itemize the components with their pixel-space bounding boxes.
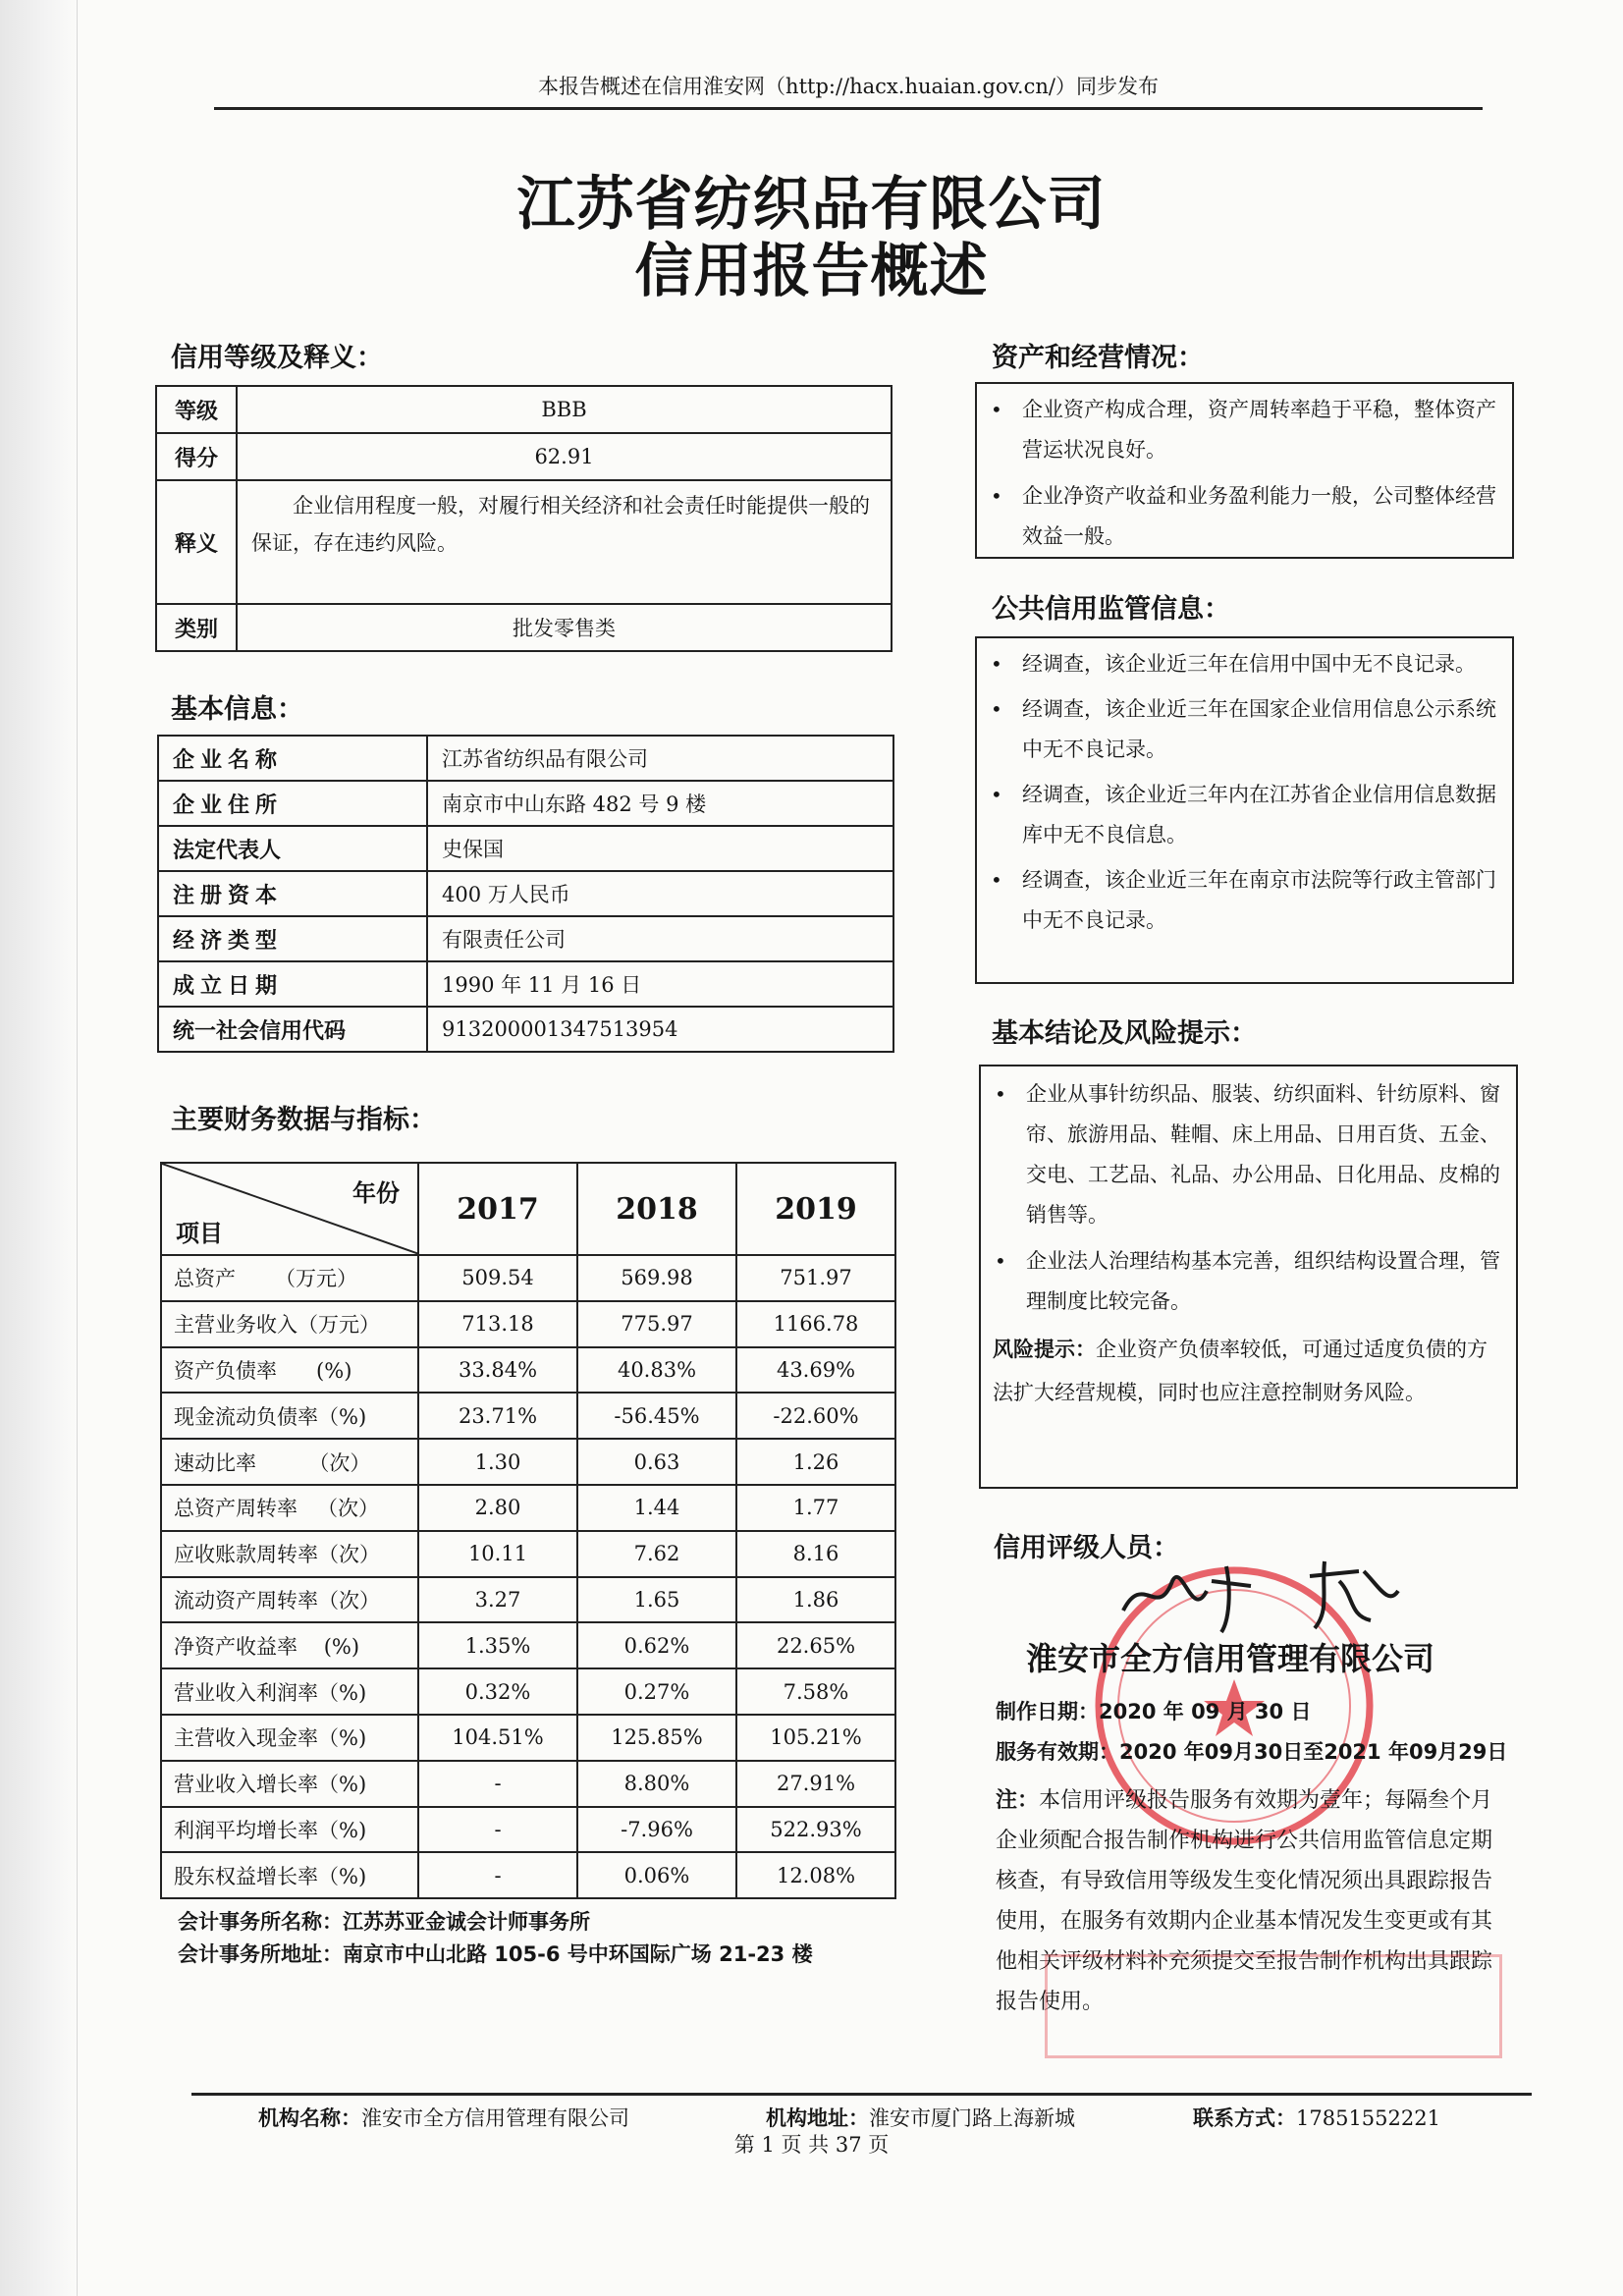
finance-item-label: 总资产周转率 （次） [161,1485,418,1531]
note-text: 本信用评级报告服务有效期为壹年；每隔叁个月企业须配合报告制作机构进行公共信用监管信息定期核查，有导致信用等级发生变化情况须出具跟踪报告使用，在服务有效期内企业基本情况发生变更或有其他相关评级材料补充须提交至报告制作机构出具跟踪报告使用。 [996,1788,1493,2014]
page-number: 第 1 页 共 37 页 [733,2133,890,2157]
founded-date-value: 1990 年 11 月 16 日 [427,961,893,1007]
finance-value-2019: 105.21% [736,1715,895,1761]
finance-section-heading: 主要财务数据与指标： [171,1105,436,1135]
economic-type-value: 有限责任公司 [427,916,893,961]
definition-key: 释义 [156,480,237,604]
finance-value-2018: -56.45% [577,1393,736,1439]
finance-value-2017: 1.35% [418,1622,577,1668]
legal-rep-value: 史保国 [427,826,893,871]
finance-item-label: 总资产 （万元） [161,1255,418,1301]
finance-row [161,1622,895,1668]
bullet-icon: • [991,484,1002,508]
finance-value-2017: - [418,1761,577,1807]
header-year-label: 年份 [352,1179,400,1207]
finance-value-2017: 104.51% [418,1715,577,1761]
finance-row [161,1668,895,1715]
grade-key: 等级 [156,386,237,433]
signature-graphic [1113,1552,1408,1640]
finance-item-label: 应收账款周转率（次） [161,1531,418,1577]
finance-row [161,1852,895,1898]
finance-header-corner [161,1163,418,1255]
public-credit-item: • 经调查，该企业近三年内在江苏省企业信用信息数据库中无不良信息。 [977,775,1512,855]
finance-value-2018: 1.65 [577,1577,736,1623]
legal-rep-key: 法定代表人 [158,826,427,871]
footer-contact-label: 联系方式： [1193,2106,1296,2130]
finance-value-2019: 1.77 [736,1485,895,1531]
valid-period-label: 服务有效期： [996,1740,1119,1764]
finance-value-2017: - [418,1852,577,1898]
bullet-icon: • [991,783,1002,806]
conclusion-item: • 企业从事针纺织品、服装、纺织面料、针纺原料、窗帘、旅游用品、鞋帽、床上用品、日用百货、五金、交电、工艺品、礼品、办公用品、日化用品、皮棉的销售等。 [981,1074,1516,1235]
finance-value-2017: 23.71% [418,1393,577,1439]
finance-value-2019: 22.65% [736,1622,895,1668]
valid-period-value: 2020 年09月30日至2021 年09月29日 [1119,1740,1508,1764]
top-publication-note: 本报告概述在信用淮安网（http://hacx.huaian.gov.cn/）同步发布 [538,75,1159,98]
conclusion-heading: 基本结论及风险提示： [992,1018,1257,1049]
footer-address [766,2103,1075,2132]
bullet-icon: • [991,398,1002,421]
year-2017: 2017 [418,1163,577,1255]
made-date-label: 制作日期： [996,1700,1099,1723]
report-title-company: 江苏省纺织品有限公司 [516,170,1107,238]
finance-value-2018: 775.97 [577,1301,736,1347]
finance-value-2018: 8.80% [577,1761,736,1807]
finance-body [161,1255,895,1898]
report-title-subtitle: 信用报告概述 [634,237,989,304]
finance-value-2019: 12.08% [736,1852,895,1898]
finance-item-label: 主营业务收入（万元） [161,1301,418,1347]
finance-row [161,1761,895,1807]
finance-value-2017: 10.11 [418,1531,577,1577]
finance-item-label: 利润平均增长率（%) [161,1807,418,1853]
finance-row [161,1301,895,1347]
footer-org-value: 淮安市全方信用管理有限公司 [361,2106,629,2130]
footer-contact-value: 17851552221 [1296,2106,1440,2130]
finance-value-2018: 569.98 [577,1255,736,1301]
grade-table [155,385,893,652]
company-address-key: 企业住所 [158,781,427,826]
basic-section-heading: 基本信息： [171,694,303,725]
valid-period-line [996,1736,1507,1766]
year-2019: 2019 [736,1163,895,1255]
finance-row [161,1485,895,1531]
finance-value-2017: 1.30 [418,1439,577,1485]
finance-value-2019: 43.69% [736,1347,895,1394]
finance-value-2017: - [418,1807,577,1853]
public-credit-box [975,636,1514,984]
finance-row [161,1255,895,1301]
risk-note [981,1328,1516,1414]
finance-value-2019: 1.26 [736,1439,895,1485]
accounting-firm-label: 会计事务所名称： [178,1910,343,1934]
finance-value-2019: 751.97 [736,1255,895,1301]
company-name-key: 企业名称 [158,736,427,781]
finance-value-2018: 0.63 [577,1439,736,1485]
credit-code-value: 913200001347513954 [427,1007,893,1052]
finance-row [161,1347,895,1394]
finance-value-2017: 33.84% [418,1347,577,1394]
finance-value-2019: 7.58% [736,1668,895,1715]
finance-item-label: 速动比率 （次） [161,1439,418,1485]
bullet-icon: • [995,1082,1006,1106]
risk-label: 风险提示： [993,1338,1096,1361]
finance-table [160,1162,896,1899]
conclusion-box [979,1065,1518,1489]
conclusion-item: • 企业法人治理结构基本完善，组织结构设置合理，管理制度比较完备。 [981,1241,1516,1322]
rating-org-name: 淮安市全方信用管理有限公司 [1026,1640,1435,1677]
company-address-value: 南京市中山东路 482 号 9 楼 [427,781,893,826]
accounting-address-label: 会计事务所地址： [178,1942,343,1966]
footer-addr-value: 淮安市厦门路上海新城 [869,2106,1075,2130]
finance-row [161,1715,895,1761]
header-item-label: 项目 [176,1220,223,1247]
assets-box [975,382,1514,559]
footer-org [258,2103,629,2132]
finance-item-label: 现金流动负债率（%) [161,1393,418,1439]
finance-row [161,1807,895,1853]
category-key: 类别 [156,604,237,651]
footer-org-label: 机构名称： [258,2106,361,2130]
score-value: 62.91 [237,433,892,480]
year-2018: 2018 [577,1163,736,1255]
grade-value: BBB [237,386,892,433]
finance-value-2018: 0.06% [577,1852,736,1898]
accounting-firm-line [178,1906,590,1936]
made-date-value: 2020 年 09 月 30 日 [1099,1700,1312,1723]
finance-value-2018: 1.44 [577,1485,736,1531]
finance-value-2018: 0.62% [577,1622,736,1668]
assets-item: • 企业资产构成合理，资产周转率趋于平稳，整体资产营运状况良好。 [977,390,1512,470]
grade-section-heading: 信用等级及释义： [171,343,383,373]
assets-item: • 企业净资产收益和业务盈利能力一般，公司整体经营效益一般。 [977,476,1512,557]
bullet-icon: • [995,1249,1006,1273]
risk-text: 企业资产负债率较低，可通过适度负债的方法扩大经营规模，同时也应注意控制财务风险。 [993,1338,1488,1404]
finance-value-2018: 7.62 [577,1531,736,1577]
finance-item-label: 营业收入利润率（%) [161,1668,418,1715]
finance-value-2017: 0.32% [418,1668,577,1715]
finance-item-label: 净资产收益率 (%) [161,1622,418,1668]
category-value: 批发零售类 [237,604,892,651]
footer-addr-label: 机构地址： [766,2106,869,2130]
finance-item-label: 营业收入增长率（%) [161,1761,418,1807]
founded-date-key: 成立日期 [158,961,427,1007]
public-credit-item: • 经调查，该企业近三年在南京市法院等行政主管部门中无不良记录。 [977,860,1512,941]
accounting-firm-name: 江苏苏亚金诚会计师事务所 [343,1910,590,1934]
finance-row [161,1577,895,1623]
finance-value-2019: 1166.78 [736,1301,895,1347]
finance-value-2017: 509.54 [418,1255,577,1301]
finance-row [161,1439,895,1485]
bullet-icon: • [991,868,1002,892]
finance-value-2018: 0.27% [577,1668,736,1715]
footer-contact [1193,2103,1440,2132]
scan-binding-strip [0,0,78,2296]
raters-heading: 信用评级人员： [994,1533,1179,1563]
rectangular-stamp [1045,1954,1502,2058]
finance-item-label: 资产负债率 (%) [161,1347,418,1394]
made-date-line [996,1696,1311,1725]
accounting-address-line [178,1939,813,1968]
finance-row [161,1531,895,1577]
company-name-value: 江苏省纺织品有限公司 [427,736,893,781]
header-rule [214,107,1483,110]
registered-capital-value: 400 万人民币 [427,871,893,916]
finance-value-2017: 713.18 [418,1301,577,1347]
definition-value: 企业信用程度一般，对履行相关经济和社会责任时能提供一般的保证，存在违约风险。 [237,480,892,604]
basic-info-table [157,735,894,1053]
finance-value-2019: 8.16 [736,1531,895,1577]
finance-item-label: 股东权益增长率（%) [161,1852,418,1898]
finance-value-2019: 1.86 [736,1577,895,1623]
finance-row [161,1393,895,1439]
finance-value-2019: 522.93% [736,1807,895,1853]
bullet-icon: • [991,697,1002,721]
finance-value-2018: 40.83% [577,1347,736,1394]
note-label: 注： [996,1788,1040,1813]
finance-value-2017: 3.27 [418,1577,577,1623]
finance-value-2018: -7.96% [577,1807,736,1853]
finance-item-label: 流动资产周转率（次） [161,1577,418,1623]
finance-value-2019: 27.91% [736,1761,895,1807]
finance-item-label: 主营收入现金率（%) [161,1715,418,1761]
public-credit-heading: 公共信用监管信息： [992,594,1230,625]
finance-value-2017: 2.80 [418,1485,577,1531]
score-key: 得分 [156,433,237,480]
footer-rule [191,2093,1532,2096]
economic-type-key: 经济类型 [158,916,427,961]
public-credit-item: • 经调查，该企业近三年在信用中国中无不良记录。 [977,644,1512,684]
finance-value-2019: -22.60% [736,1393,895,1439]
assets-section-heading: 资产和经营情况： [992,343,1204,373]
public-credit-item: • 经调查，该企业近三年在国家企业信用信息公示系统中无不良记录。 [977,689,1512,770]
accounting-address: 南京市中山北路 105-6 号中环国际广场 21-23 楼 [343,1942,813,1966]
finance-value-2018: 125.85% [577,1715,736,1761]
bullet-icon: • [991,652,1002,676]
registered-capital-key: 注册资本 [158,871,427,916]
credit-code-key: 统一社会信用代码 [158,1007,427,1052]
